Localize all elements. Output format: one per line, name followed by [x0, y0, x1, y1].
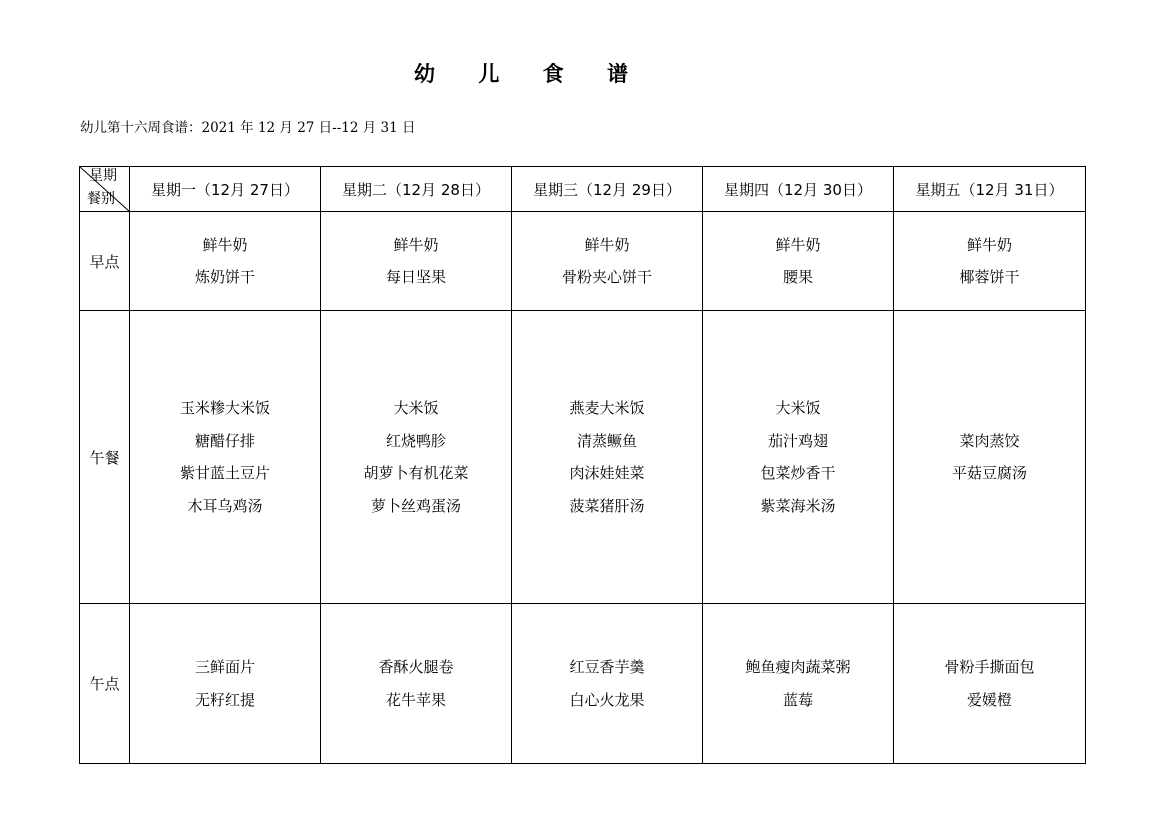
menu-item: 包菜炒香干 [760, 464, 836, 482]
menu-item: 平菇豆腐汤 [951, 464, 1027, 482]
menu-cell [130, 604, 321, 764]
menu-cell [703, 311, 894, 604]
menu-item: 玉米糁大米饭 [179, 399, 270, 417]
day-header-tue: 星期二（12月 28日） [321, 167, 512, 212]
day-header-wed: 星期三（12月 29日） [512, 167, 703, 212]
menu-item: 鲜牛奶 [393, 235, 439, 254]
menu-item: 花牛苹果 [385, 690, 446, 709]
menu-item: 蓝莓 [782, 690, 813, 709]
menu-item: 肉沫娃娃菜 [569, 464, 645, 482]
menu-item: 香酥火腿卷 [378, 658, 454, 676]
meal-label-lunch: 午餐 [80, 311, 130, 604]
menu-item: 萝卜丝鸡蛋汤 [370, 496, 461, 515]
page-title: 幼 儿 食 谱 [414, 62, 646, 86]
day-header-mon: 星期一（12月 27日） [130, 167, 321, 212]
meal-row-lunch [80, 311, 1086, 604]
day-header-thu: 星期四（12月 30日） [703, 167, 894, 212]
day-header-fri: 星期五（12月 31日） [894, 167, 1086, 212]
menu-item: 鲜牛奶 [775, 235, 821, 254]
menu-cell [130, 212, 321, 311]
menu-item: 炼奶饼干 [194, 268, 255, 286]
corner-label-weekday: 星期 [89, 168, 117, 184]
menu-item: 白心火龙果 [569, 690, 645, 709]
menu-cell [321, 212, 512, 311]
menu-cell [512, 311, 703, 604]
menu-table [79, 166, 1086, 764]
menu-item: 紫甘蓝土豆片 [179, 464, 270, 482]
menu-item: 菜肉蒸饺 [959, 431, 1020, 450]
meal-row-afternoon-snack [80, 604, 1086, 764]
menu-item: 每日坚果 [385, 268, 446, 286]
meal-label-afternoon-snack: 午点 [80, 604, 130, 764]
menu-cell [894, 311, 1086, 604]
corner-header-cell [80, 167, 130, 212]
menu-item: 菠菜猪肝汤 [569, 496, 645, 515]
menu-item: 椰蓉饼干 [959, 268, 1020, 286]
week-subtitle: 幼儿第十六周食谱：2021 年 12 月 27 日--12 月 31 日 [80, 120, 416, 136]
menu-item: 红烧鸭胗 [385, 431, 446, 450]
meal-row-breakfast [80, 212, 1086, 311]
menu-item: 燕麦大米饭 [569, 399, 645, 417]
menu-item: 骨粉夹心饼干 [561, 268, 652, 286]
menu-item: 腰果 [782, 268, 813, 286]
menu-cell [512, 212, 703, 311]
menu-item: 爱媛橙 [966, 690, 1012, 709]
menu-item: 鲜牛奶 [966, 235, 1012, 254]
menu-item: 无籽红提 [194, 690, 255, 709]
menu-cell [703, 212, 894, 311]
menu-item: 糖醋仔排 [194, 431, 255, 450]
menu-item: 红豆香芋羹 [569, 658, 645, 676]
menu-item: 鲜牛奶 [584, 235, 630, 254]
menu-cell [894, 604, 1086, 764]
menu-item: 三鲜面片 [194, 658, 255, 676]
meal-label-breakfast: 早点 [80, 212, 130, 311]
menu-item: 骨粉手撕面包 [944, 658, 1035, 676]
menu-cell [321, 311, 512, 604]
menu-cell [321, 604, 512, 764]
corner-label-meal: 餐别 [87, 191, 115, 207]
menu-item: 鲜牛奶 [202, 235, 248, 254]
menu-item: 胡萝卜有机花菜 [363, 464, 469, 482]
menu-cell [512, 604, 703, 764]
menu-item: 茄汁鸡翅 [767, 431, 828, 450]
menu-item: 大米饭 [393, 399, 439, 417]
header-row [80, 167, 1086, 212]
menu-item: 鲍鱼瘦肉蔬菜粥 [745, 658, 851, 676]
menu-item: 紫菜海米汤 [760, 496, 836, 515]
menu-cell [703, 604, 894, 764]
menu-cell [894, 212, 1086, 311]
menu-item: 大米饭 [775, 399, 821, 417]
menu-item: 木耳乌鸡汤 [187, 496, 263, 515]
menu-item: 清蒸鳜鱼 [576, 431, 637, 450]
menu-cell [130, 311, 321, 604]
